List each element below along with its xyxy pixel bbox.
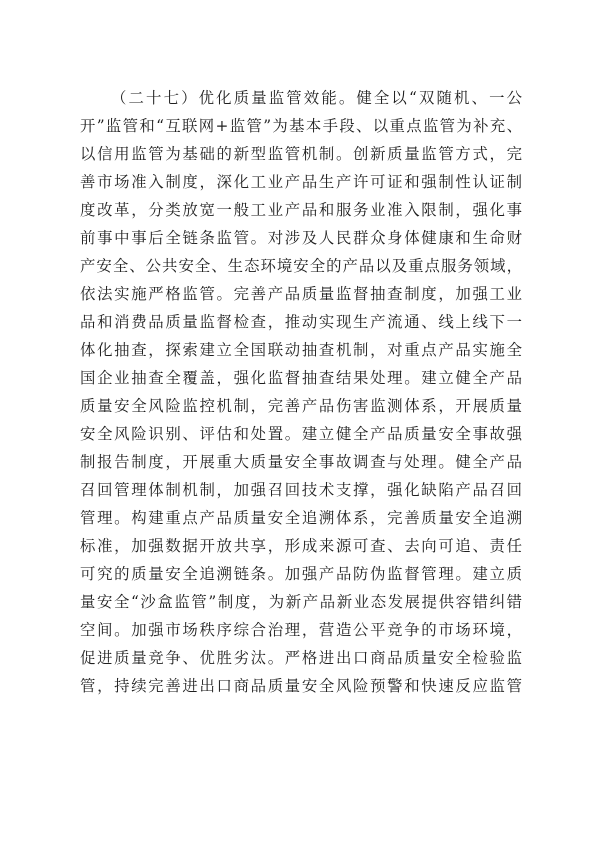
text-line: 促进质量竞争、优胜劣汰。严格进出口商品质量安全检验监 (80, 649, 522, 667)
text-line: 可究的质量安全追溯链条。加强产品防伪监督管理。建立质 (80, 565, 522, 583)
text-line: 安全风险识别、评估和处置。建立健全产品质量安全事故强 (80, 425, 522, 443)
text-line: （二十七）优化质量监管效能。健全以“双随机、一公 (111, 89, 522, 107)
text-line: 品和消费品质量监督检查，推动实现生产流通、线上线下一 (80, 313, 522, 331)
text-line: 标准，加强数据开放共享，形成来源可查、去向可追、责任 (80, 537, 522, 555)
text-line: 空间。加强市场秩序综合治理，营造公平竞争的市场环境， (80, 621, 522, 639)
text-line: 质量安全风险监控机制，完善产品伤害监测体系，开展质量 (80, 397, 522, 415)
body-paragraph (80, 84, 522, 700)
text-line: 前事中事后全链条监管。对涉及人民群众身体健康和生命财 (80, 229, 522, 247)
text-line: 管理。构建重点产品质量安全追溯体系，完善质量安全追溯 (80, 509, 522, 527)
text-line: 召回管理体制机制，加强召回技术支撑，强化缺陷产品召回 (80, 481, 522, 499)
text-line: 依法实施严格监管。完善产品质量监督抽查制度，加强工业 (80, 285, 522, 303)
text-line: 国企业抽查全覆盖，强化监督抽查结果处理。建立健全产品 (80, 369, 522, 387)
text-line: 度改革，分类放宽一般工业产品和服务业准入限制，强化事 (80, 201, 522, 219)
text-line: 体化抽查，探索建立全国联动抽查机制，对重点产品实施全 (80, 341, 522, 359)
text-line: 制报告制度，开展重大质量安全事故调查与处理。健全产品 (80, 453, 522, 471)
text-line: 产安全、公共安全、生态环境安全的产品以及重点服务领域， (80, 257, 522, 275)
text-line: 开”监管和“互联网+监管”为基本手段、以重点监管为补充、 (80, 117, 522, 135)
text-line: 善市场准入制度，深化工业产品生产许可证和强制性认证制 (80, 173, 522, 191)
text-line: 量安全“沙盒监管”制度，为新产品新业态发展提供容错纠错 (80, 593, 522, 611)
text-line: 以信用监管为基础的新型监管机制。创新质量监管方式，完 (80, 145, 522, 163)
text-line: 管，持续完善进出口商品质量安全风险预警和快速反应监管 (80, 677, 522, 695)
